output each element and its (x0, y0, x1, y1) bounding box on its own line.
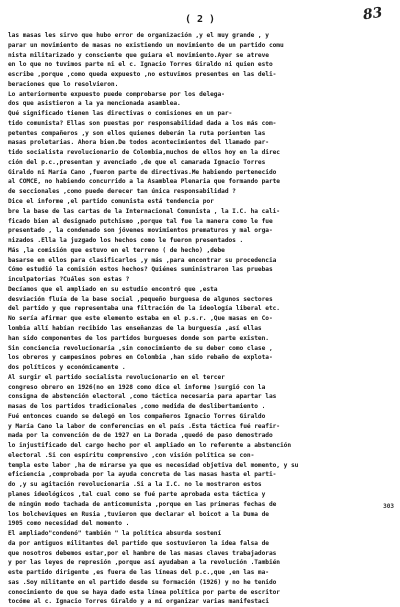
text-line: Más ,la comisión que estuvo en el terreno ( de hecho) ,debe (8, 246, 225, 254)
text-line: tido comunista? Ellas son puestas por responsabilidad dada a los más com- (8, 119, 277, 127)
text-line: El ampliado"condenó" también " la política absurda sostení (8, 530, 222, 538)
text-line: en lo que no tuvimos parte ni el c. Ignacio Torres Giraldo ni quien esto (8, 61, 273, 69)
text-line: congreso obrero en 1926(no en 1928 como dice el informe )surgió con la (8, 383, 266, 391)
text-line: Lo anteriormente expuesto puede comprobarse por los delega- (8, 90, 225, 98)
text-line: ficado bien al designado putchismo ,porque tal fue la manera como le fue (8, 217, 273, 225)
text-line: escribe ,porque ,como queda expuesto ,no estuvimos presentes en las deli- (8, 71, 277, 79)
text-line: No sería afirmar que este elemento estaba en el p.s.r. ,Que masas en Co- (8, 315, 273, 323)
text-line: Dice el informe ,el partido comunista está tendencia por (8, 198, 214, 206)
text-line: y por las leyes de represión ,porque así ayudaban a la revolución .También (8, 559, 280, 567)
text-line: petentes compañeros ,y son ellos quienes deberán la ruta porienten las (8, 129, 266, 137)
text-line: consigna de abstención electoral ,como táctica necesaria para apartar las (8, 393, 277, 401)
text-line: tocóme al c. Ignacio Torres Giraldo y a mí organizar varias manifestaci (8, 598, 269, 606)
text-line: presentado , la condenado son jóvenes movimientos prematuros y mal orga- (8, 227, 273, 235)
text-line: y María Cano la labor de conferencias en el país .Esta táctica fué reafir- (8, 422, 280, 430)
text-line: dos políticos y económicamente . (8, 364, 126, 372)
text-line: han sido componentes de los partidos burgueses donde son parte existen. (8, 334, 269, 342)
text-line: este partido dirigente ,es fuera de las líneas del p.c.,que ,en las ma- (8, 569, 269, 577)
text-line: que nosotros debemos estar,por el hambre de las masas claves trabajadoras (8, 549, 277, 557)
page-number: ( 2 ) (184, 14, 216, 25)
text-line: masas de los partidos tradicionales ,como medida de deslibertamiento . (8, 403, 266, 411)
text-line: Fué entonces cuando se delegó en los compañeros Ignacio Torres Giraldo (8, 412, 266, 420)
text-line: planes ideológicos ,tal cual como se fué parte aprobada esta táctica y (8, 490, 266, 498)
text-line: los bolcheviques en Rusia ,tuvieron que declarar el boicot a la Duma de (8, 510, 269, 518)
text-line: lo injustificado del cargo hecho por el ampliado en lo referente a abstención (8, 442, 291, 450)
text-line: del partido y que representaba una filtración de la ideología liberal etc. (8, 305, 280, 313)
text-line: da por antiguos militantes del partido que sostuvieron la idea falsa de (8, 539, 269, 547)
typewritten-body (8, 31, 394, 607)
text-line: electoral .Si con espíritu comprensivo ,con visión política se con- (8, 451, 255, 459)
text-line: lombia allí habían recibido las enseñanzas de la burguesía ,así ellas (8, 324, 262, 332)
text-line: Sin conciencia revolucionaria ,sin conocimiento de su deber como clase , (8, 344, 273, 352)
text-line: inculpatorias ?Cuáles son estas ? (8, 276, 130, 284)
text-line: ción del p.c.,presentan y avenciado ,de que el camarada Ignacio Torres (8, 158, 266, 166)
text-line: dos que asistieron a la ya mencionada asamblea. (8, 100, 181, 108)
text-line: eficiencia ,comprobada por la ayuda concreta de las masas hasta el parti- (8, 471, 277, 479)
text-line: do ,y su agitación revolucionaria .Si a la I.C. no le mostraron estos (8, 481, 262, 489)
text-line: las masas les sirvo que hubo error de organización ,y el muy grande , y (8, 32, 269, 39)
text-line: de seccionales ,como puede derecer tan única responsabilidad ? (8, 188, 236, 196)
text-line: desviación fluía de la base social ,pequeño burguesa de algunos sectores (8, 295, 273, 303)
text-line: tido socialista revolucionario de Colombia,muchos de ellos hoy en la direc (8, 149, 280, 157)
text-line: Cómo estudió la comisión estos hechos? Quiénes suministraron las pruebas (8, 266, 273, 274)
text-line: beraciones que lo resolvieron. (8, 80, 119, 88)
text-line: nista militarizado y consciente que guiara el movimiento.Ayer se atreve (8, 51, 269, 59)
text-line: masas proletarias. Ahora bien.De todos acontecimientos del llamado par- (8, 139, 269, 147)
text-line: basarse en ellos para clasificarlos ,y más ,para encontrar su procedencia (8, 256, 277, 264)
text-line: 1905 como necesidad del momento . (8, 520, 130, 528)
text-line: bre la base de las cartas de la Internacional Comunista , la I.C. ha cali- (8, 207, 280, 215)
text-line: nizados .Ella la juzgado los hechos como le fueron presentados . (8, 237, 244, 245)
text-line: mada por la convención de de 1927 en La Dorada ,quedó de paso demostrado (8, 432, 273, 440)
text-line: Giraldo ni María Cano ,fueron parte de directivas.Me habiendo pertenecido (8, 168, 277, 176)
text-line: de ningún modo tachada de anticomunista ,porque en las primeras fechas de (8, 500, 277, 508)
handwritten-page-mark: 83 (361, 4, 384, 24)
text-line: parar un movimiento de masas no existiendo un movimiento de un partido comu (8, 41, 284, 49)
text-line: Decíamos que el ampliado en su estudio encontró que ,esta (8, 285, 218, 293)
text-line: al COMCE, no habiendo concurrido a la Asamblea Plenaria que formando parte (8, 178, 280, 186)
text-line: conocimiento de que se haya dado esta línea política por parte de escritor (8, 588, 280, 596)
archive-mark: 303 (383, 503, 394, 510)
text-line: templa este labor ,ha de mirarse ya que es necesidad objetiva del momento, y su (8, 461, 299, 469)
text-line: los obreros y campesinos pobres en Colombia ,han sido rebaño de explota- (8, 354, 273, 362)
text-line: Al surgir el partido socialista revolucionario en el tercer (8, 373, 225, 381)
text-line: Qué significado tienen las directivas o comisiones en un par- (8, 110, 233, 118)
text-line: sas .Soy militante en el partido desde su formación (1926) y no he tenido (8, 578, 277, 586)
